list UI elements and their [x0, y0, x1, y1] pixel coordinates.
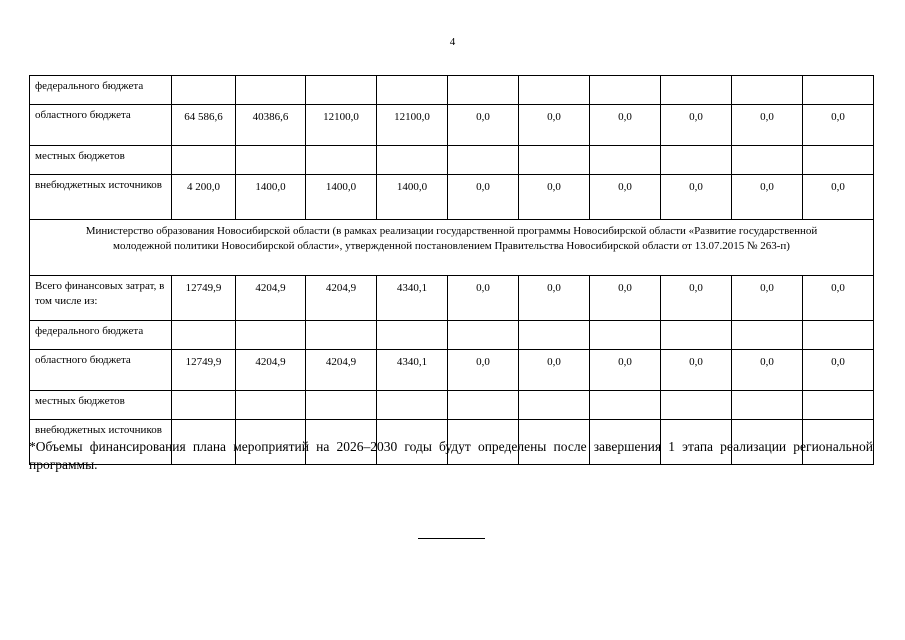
value-cell: 4 200,0	[172, 175, 236, 220]
value-cell: 0,0	[732, 350, 803, 391]
value-cell: 0,0	[519, 175, 590, 220]
value-cell: 0,0	[590, 105, 661, 146]
value-cell	[732, 146, 803, 175]
value-cell	[306, 391, 377, 420]
value-cell	[377, 391, 448, 420]
value-cell	[172, 146, 236, 175]
table-row	[30, 276, 874, 321]
value-cell: 0,0	[519, 105, 590, 146]
value-cell: 1400,0	[306, 175, 377, 220]
value-cell	[803, 321, 874, 350]
value-cell: 4340,1	[377, 276, 448, 321]
value-cell	[661, 146, 732, 175]
value-cell	[732, 391, 803, 420]
row-label: Всего финансовых затрат, в том числе из:	[30, 276, 172, 321]
value-cell	[236, 146, 306, 175]
value-cell	[803, 76, 874, 105]
value-cell	[236, 76, 306, 105]
value-cell: 4204,9	[236, 276, 306, 321]
value-cell: 0,0	[732, 175, 803, 220]
row-label: внебюджетных источников	[30, 175, 172, 220]
value-cell	[172, 76, 236, 105]
value-cell	[519, 76, 590, 105]
section-header-row	[30, 220, 874, 276]
value-cell	[306, 146, 377, 175]
value-cell: 40386,6	[236, 105, 306, 146]
value-cell: 0,0	[732, 105, 803, 146]
value-cell: 0,0	[803, 105, 874, 146]
value-cell: 12100,0	[306, 105, 377, 146]
value-cell	[661, 76, 732, 105]
row-label: областного бюджета	[30, 105, 172, 146]
value-cell: 0,0	[448, 276, 519, 321]
value-cell	[803, 146, 874, 175]
value-cell	[661, 321, 732, 350]
value-cell	[306, 321, 377, 350]
value-cell: 0,0	[590, 276, 661, 321]
value-cell: 4204,9	[306, 350, 377, 391]
value-cell	[590, 321, 661, 350]
value-cell: 4204,9	[236, 350, 306, 391]
value-cell	[590, 391, 661, 420]
value-cell: 0,0	[590, 350, 661, 391]
row-label: федерального бюджета	[30, 76, 172, 105]
value-cell	[519, 321, 590, 350]
value-cell	[590, 146, 661, 175]
value-cell: 0,0	[803, 350, 874, 391]
value-cell	[661, 391, 732, 420]
section-header: Министерство образования Новосибирской области (в рамках реализации государственной программы Новосибирской области «Развитие государственной молодежной политики Новосибирской области», утвержденной постановлением Правительства Новосибирской области от 13.07.2015 № 263-п)	[30, 220, 874, 276]
value-cell	[448, 391, 519, 420]
value-cell	[172, 391, 236, 420]
value-cell: 0,0	[661, 350, 732, 391]
value-cell: 0,0	[732, 276, 803, 321]
value-cell	[236, 391, 306, 420]
row-label: местных бюджетов	[30, 391, 172, 420]
value-cell	[377, 321, 448, 350]
value-cell: 0,0	[590, 175, 661, 220]
value-cell	[377, 146, 448, 175]
footnote: *Объемы финансирования плана мероприятий на 2026–2030 годы будут определены после завершения 1 этапа реализации региональной программы.	[29, 439, 873, 472]
table-row	[30, 146, 874, 175]
end-rule	[418, 538, 485, 539]
row-label: федерального бюджета	[30, 321, 172, 350]
financing-table	[29, 75, 874, 465]
value-cell: 0,0	[448, 105, 519, 146]
value-cell: 0,0	[448, 175, 519, 220]
value-cell: 4204,9	[306, 276, 377, 321]
value-cell: 0,0	[803, 175, 874, 220]
value-cell: 4340,1	[377, 350, 448, 391]
row-label: местных бюджетов	[30, 146, 172, 175]
value-cell: 0,0	[519, 276, 590, 321]
table-row	[30, 175, 874, 220]
table-row	[30, 391, 874, 420]
value-cell	[519, 146, 590, 175]
value-cell: 12100,0	[377, 105, 448, 146]
value-cell: 0,0	[661, 175, 732, 220]
row-label: внебюджетных источников	[30, 420, 172, 465]
table-row	[30, 350, 874, 391]
value-cell: 0,0	[661, 105, 732, 146]
value-cell: 1400,0	[377, 175, 448, 220]
table-row	[30, 321, 874, 350]
value-cell	[732, 76, 803, 105]
value-cell	[236, 321, 306, 350]
value-cell	[172, 321, 236, 350]
value-cell	[306, 76, 377, 105]
value-cell: 12749,9	[172, 350, 236, 391]
value-cell	[448, 76, 519, 105]
value-cell	[519, 391, 590, 420]
value-cell: 1400,0	[236, 175, 306, 220]
value-cell	[732, 321, 803, 350]
value-cell: 64 586,6	[172, 105, 236, 146]
value-cell: 0,0	[661, 276, 732, 321]
value-cell: 0,0	[448, 350, 519, 391]
section-header-group	[30, 220, 874, 276]
value-cell: 12749,9	[172, 276, 236, 321]
page-number: 4	[449, 36, 456, 48]
value-cell	[448, 321, 519, 350]
row-label: областного бюджета	[30, 350, 172, 391]
value-cell: 0,0	[519, 350, 590, 391]
section-rows	[30, 276, 874, 465]
table-row	[30, 105, 874, 146]
upper-rows	[30, 76, 874, 220]
value-cell	[590, 76, 661, 105]
table-row	[30, 76, 874, 105]
value-cell	[803, 391, 874, 420]
value-cell	[377, 76, 448, 105]
value-cell	[448, 146, 519, 175]
value-cell: 0,0	[803, 276, 874, 321]
